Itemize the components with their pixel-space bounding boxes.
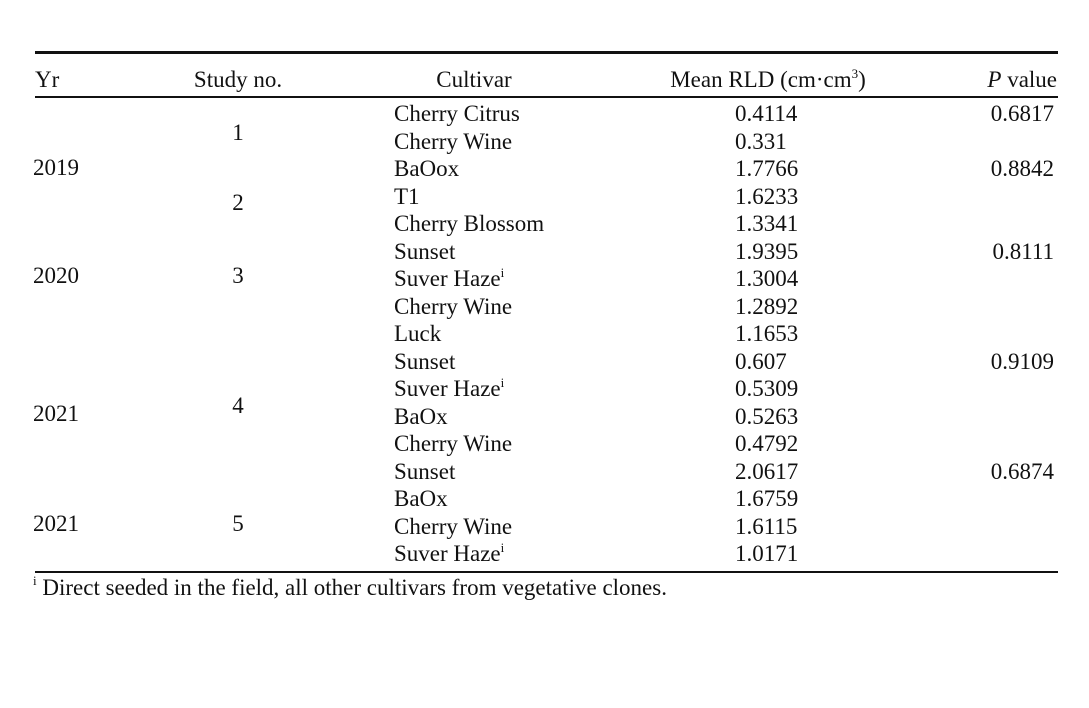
mean-rld-cell: 1.6233 [735, 183, 799, 209]
cultivar-name: Cherry Citrus [394, 101, 520, 126]
mean-rld-cell: 1.3341 [735, 211, 799, 236]
cultivar-name: Cherry Blossom [394, 211, 545, 236]
cultivar-cell [394, 293, 512, 320]
cultivar-cell [394, 485, 448, 512]
mean-rld-cell: 1.1653 [735, 321, 799, 346]
p-value-cell: 0.6817 [990, 101, 1054, 126]
mean-rld-cell: 0.607 [735, 348, 787, 374]
cultivar-name: BaOx [394, 486, 448, 511]
header-mean-rld-exponent: 3 [851, 66, 859, 81]
cultivar-cell [394, 155, 459, 182]
cultivar-name: Cherry Wine [394, 293, 513, 319]
header-p-italic: P [987, 67, 1002, 92]
cultivar-name: T1 [394, 183, 420, 209]
study-number: 1 [232, 120, 244, 145]
cultivar-cell [394, 183, 420, 210]
cultivar-name: Sunset [394, 348, 456, 374]
year-label: 2020 [33, 263, 79, 288]
cultivar-name: BaOx [394, 403, 448, 429]
mean-rld-cell: 0.4114 [735, 101, 798, 126]
cultivar-name: Sunset [394, 238, 456, 264]
table-bottom-rule [35, 571, 1058, 573]
header-p-rest: value [1001, 67, 1057, 92]
study-number: 5 [232, 511, 244, 536]
cultivar-name: Cherry Wine [394, 128, 513, 154]
mean-rld-cell: 0.4792 [735, 431, 799, 456]
footnote-text: Direct seeded in the field, all other cultivars from vegetative clones. [36, 575, 667, 600]
mean-rld-cell: 1.6115 [735, 513, 798, 539]
table-top-rule [35, 51, 1058, 54]
cultivar-name: Cherry Wine [394, 431, 513, 456]
cultivar-footnote-mark: i [500, 375, 505, 390]
header-study-no: Study no. [193, 67, 283, 92]
cultivar-name: Suver Haze [394, 376, 501, 401]
mean-rld-cell: 1.0171 [735, 541, 799, 566]
mean-rld-cell: 0.5309 [735, 376, 799, 401]
mean-rld-cell: 2.0617 [735, 458, 799, 484]
cultivar-name: Suver Haze [394, 541, 501, 566]
cultivar-cell [394, 238, 455, 265]
study-number: 4 [232, 393, 244, 418]
p-value-cell: 0.8842 [990, 156, 1054, 181]
mean-rld-cell: 1.7766 [735, 156, 799, 181]
cultivar-name: Suver Haze [394, 266, 501, 291]
cultivar-name: Cherry Wine [394, 513, 513, 539]
cultivar-cell [394, 513, 512, 540]
cultivar-cell [394, 430, 512, 457]
header-mean-rld-text: Mean RLD (cm·cm [670, 67, 852, 92]
table-header-rule [35, 96, 1058, 98]
cultivar-cell [394, 100, 520, 127]
header-mean-rld [670, 66, 866, 96]
p-value-cell: 0.9109 [990, 348, 1054, 374]
cultivar-cell [394, 265, 504, 295]
cultivar-name: Sunset [394, 458, 456, 484]
mean-rld-cell: 0.5263 [735, 403, 799, 429]
cultivar-cell [394, 348, 455, 375]
p-value-cell: 0.6874 [990, 458, 1054, 484]
header-p-value [987, 66, 1057, 93]
study-number: 2 [232, 190, 244, 215]
header-mean-rld-close: ) [858, 67, 866, 92]
year-label: 2019 [33, 155, 79, 180]
cultivar-footnote-mark: i [500, 540, 505, 555]
study-number: 3 [232, 263, 244, 288]
cultivar-cell [394, 210, 544, 237]
mean-rld-cell: 1.9395 [735, 238, 799, 264]
cultivar-cell [394, 540, 504, 570]
table-footnote [33, 574, 667, 604]
header-yr: Yr [35, 67, 60, 92]
cultivar-cell [394, 403, 448, 430]
p-value-cell: 0.8111 [992, 238, 1054, 264]
cultivar-name: BaOox [394, 156, 460, 181]
cultivar-cell [394, 375, 504, 405]
mean-rld-cell: 1.6759 [735, 486, 799, 511]
footnote-mark: i [33, 573, 37, 588]
year-label: 2021 [33, 401, 79, 426]
cultivar-cell [394, 458, 455, 485]
header-cultivar: Cultivar [436, 67, 512, 92]
cultivar-footnote-mark: i [500, 265, 505, 280]
mean-rld-cell: 1.2892 [735, 293, 799, 319]
cultivar-cell [394, 320, 441, 347]
year-label: 2021 [33, 511, 79, 536]
mean-rld-cell: 0.331 [735, 128, 787, 154]
cultivar-name: Luck [394, 321, 442, 346]
mean-rld-cell: 1.3004 [735, 266, 799, 291]
cultivar-cell [394, 128, 512, 155]
